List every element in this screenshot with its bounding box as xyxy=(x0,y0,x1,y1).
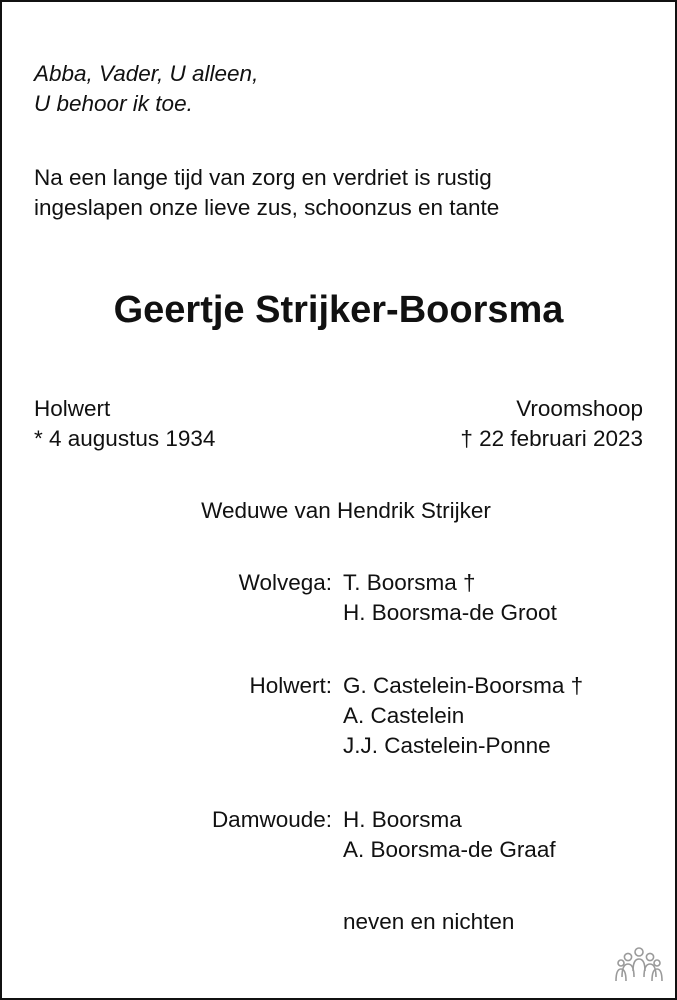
verse-line-2: U behoor ik toe. xyxy=(34,91,193,116)
family-place-wolvega: Wolvega: xyxy=(238,570,332,595)
people-group-icon xyxy=(614,945,664,985)
death-place: Vroomshoop xyxy=(516,396,643,421)
family-member: T. Boorsma † xyxy=(343,570,476,595)
family-place-holwert: Holwert: xyxy=(249,673,332,698)
verse-line-1: Abba, Vader, U alleen, xyxy=(34,61,259,86)
family-member: A. Boorsma-de Graaf xyxy=(343,837,556,862)
family-member: G. Castelein-Boorsma † xyxy=(343,673,584,698)
intro-line-1: Na een lange tijd van zorg en verdriet is rustig xyxy=(34,165,492,190)
death-date: † 22 februari 2023 xyxy=(460,426,643,451)
family-member: H. Boorsma xyxy=(343,807,462,832)
intro-line-2: ingeslapen onze lieve zus, schoonzus en tante xyxy=(34,195,500,220)
birth-date: * 4 augustus 1934 xyxy=(34,426,216,451)
family-member: H. Boorsma-de Groot xyxy=(343,600,557,625)
family-place-damwoude: Damwoude: xyxy=(211,807,332,832)
deceased-name: Geertje Strijker-Boorsma xyxy=(113,289,564,331)
closing-relatives: neven en nichten xyxy=(343,909,515,934)
widow-of: Weduwe van Hendrik Strijker xyxy=(201,498,491,523)
family-member: J.J. Castelein-Ponne xyxy=(343,733,551,758)
birth-place: Holwert xyxy=(34,396,111,421)
family-member: A. Castelein xyxy=(343,703,465,728)
